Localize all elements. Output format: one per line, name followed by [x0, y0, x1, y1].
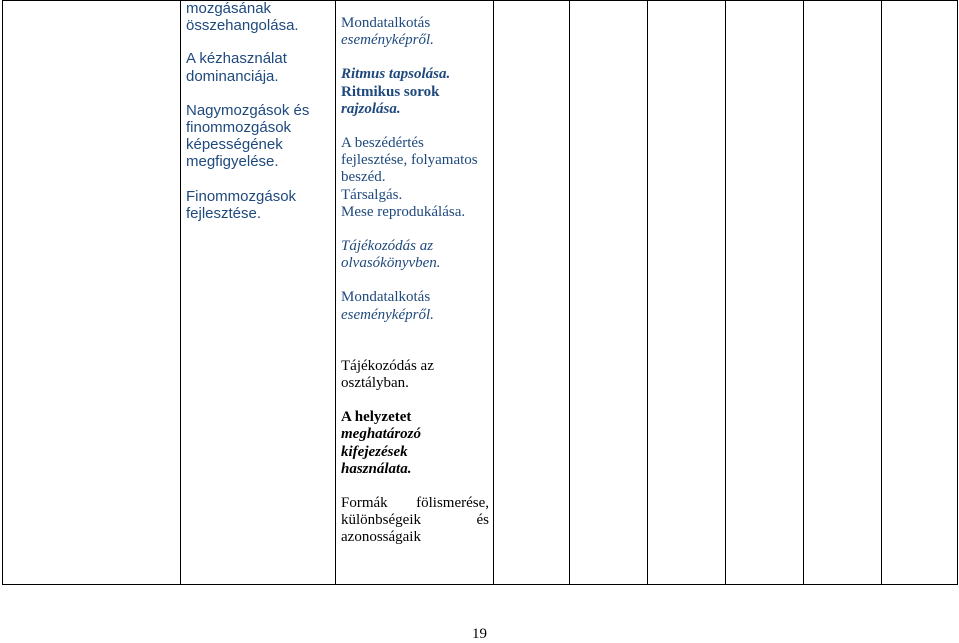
text-line: fejlesztése, folyamatos: [341, 152, 478, 169]
text-line: azonosságaik: [341, 529, 421, 546]
col1-para-1: [186, 0, 356, 34]
text-line: fejlesztése.: [186, 204, 262, 222]
text-word: fölismerése,: [416, 495, 489, 512]
text-line: Mese reprodukálása.: [341, 203, 466, 220]
text-line: Ritmus tapsolása.: [341, 66, 451, 83]
col1-para-2: [186, 50, 356, 84]
table-top-border: [2, 0, 958, 1]
col1-para-4: [186, 188, 356, 222]
text-line: dominanciája.: [186, 67, 279, 85]
text-line: Mondatalkotás: [341, 15, 431, 31]
justified-line: [341, 495, 489, 512]
text-line: kifejezések: [341, 443, 408, 460]
text-line: Tájékozódás az: [341, 357, 434, 374]
col2-block-5: [341, 289, 501, 323]
column-divider: [957, 0, 958, 585]
text-line: beszéd.: [341, 169, 386, 186]
text-line: Mondatalkotás: [341, 289, 431, 306]
column-divider: [569, 0, 570, 585]
text-line: mozgásának: [186, 0, 272, 17]
text-line: eseményképről.: [341, 306, 434, 323]
text-line: Ritmikus sorok: [341, 83, 440, 100]
text-line: Finommozgások: [186, 187, 297, 205]
col2-block-4: [341, 238, 501, 272]
text-line: osztályban.: [341, 375, 409, 392]
col2-block-3: [341, 135, 501, 221]
text-line: Társalgás.: [341, 186, 403, 203]
text-line: eseményképről.: [341, 32, 434, 49]
text-line: összehangolása.: [186, 17, 299, 35]
col2-block-7: [341, 409, 501, 478]
text-line: megfigyelése.: [186, 153, 279, 171]
col2-block-6: [341, 358, 501, 392]
text-word: Formák: [341, 495, 388, 512]
col2-block-8: [341, 495, 489, 547]
text-line: A beszédértés: [341, 135, 424, 152]
column-divider: [647, 0, 648, 585]
col2-cell: [341, 15, 501, 547]
justified-line: [341, 512, 489, 529]
col2-block-2: [341, 66, 501, 118]
col1-para-3: [186, 102, 356, 171]
page-number: 19: [472, 626, 487, 642]
text-line: használata.: [341, 460, 412, 477]
column-divider: [725, 0, 726, 585]
column-divider: [881, 0, 882, 585]
column-divider: [2, 0, 3, 585]
col1-cell: [186, 0, 356, 222]
text-line: Tájékozódás az: [341, 238, 434, 255]
text-line: képességének: [186, 136, 283, 154]
column-divider: [803, 0, 804, 585]
column-divider: [180, 0, 181, 585]
text-line: Nagymozgások és: [186, 101, 310, 119]
text-line: meghatározó: [341, 426, 422, 443]
text-word: különbségeik: [341, 512, 421, 529]
text-line: finommozgások: [186, 119, 292, 137]
text-word: és: [476, 512, 489, 529]
text-line: A helyzetet: [341, 409, 412, 426]
col2-block-1: [341, 15, 501, 49]
text-line: rajzolása.: [341, 100, 401, 117]
table-bottom-border: [2, 584, 958, 585]
text-line: olvasókönyvben.: [341, 255, 441, 272]
text-line: A kézhasználat: [186, 50, 287, 68]
